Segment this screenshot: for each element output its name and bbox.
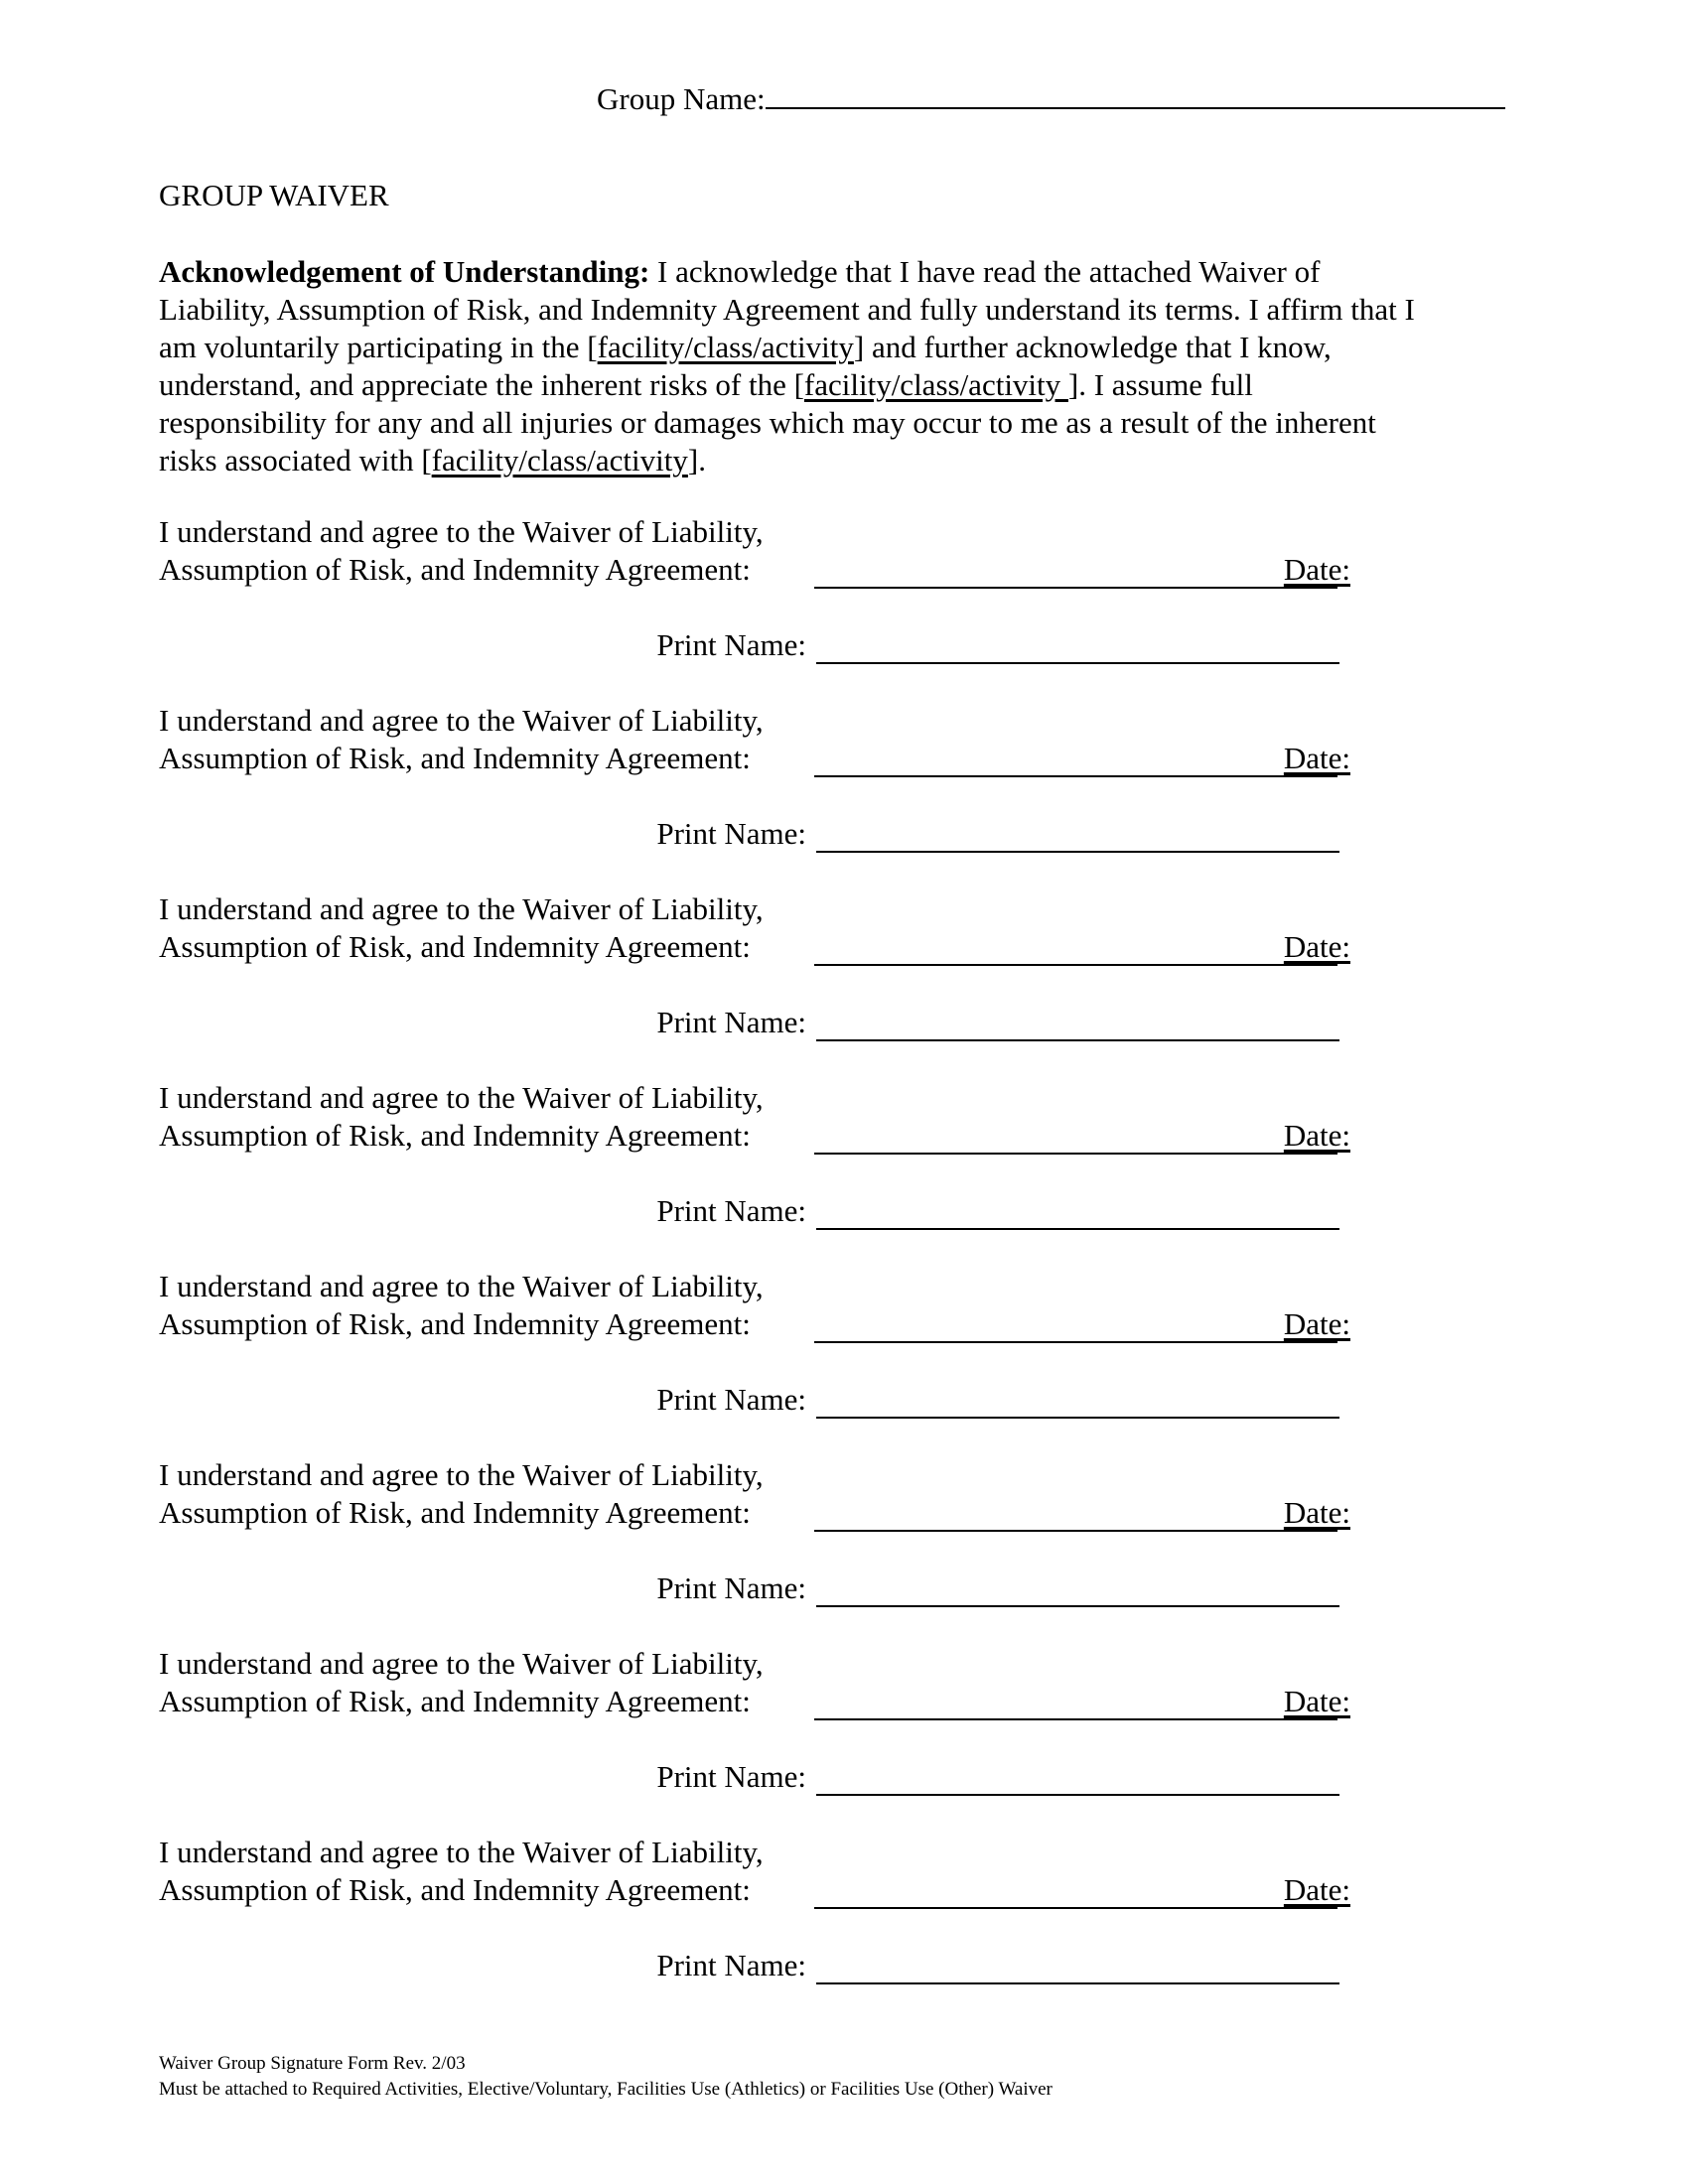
agreement-line-1: I understand and agree to the Waiver of Liability, <box>159 891 764 926</box>
signature-input-line[interactable] <box>814 740 1337 777</box>
paragraph-line-6 <box>159 442 1519 479</box>
print-name-label: Print Name: <box>656 1570 806 1605</box>
signature-input-line[interactable] <box>814 1683 1337 1720</box>
group-name-field <box>597 79 1505 118</box>
print-name-input-line[interactable] <box>816 1381 1339 1419</box>
activity-placeholder: facility/class/activity <box>597 330 854 364</box>
print-name-label: Print Name: <box>656 1948 806 1982</box>
signature-block <box>159 1268 1350 1456</box>
paragraph-line-1 <box>159 253 1519 291</box>
paragraph-line-2 <box>159 291 1519 329</box>
paragraph-text: responsibility for any and all injuries or damages which may occur to me as a result of the inherent <box>159 405 1376 440</box>
print-name-input-line[interactable] <box>816 626 1339 664</box>
date-label[interactable]: Date: <box>1283 741 1350 775</box>
signature-input-line[interactable] <box>814 1305 1337 1343</box>
paragraph-text: I acknowledge that I have read the attached Waiver of <box>649 254 1321 289</box>
paragraph-text: risks associated with [ <box>159 443 432 478</box>
date-label[interactable]: Date: <box>1283 1684 1350 1718</box>
agreement-line-1: I understand and agree to the Waiver of Liability, <box>159 703 764 738</box>
agreement-line-2: Assumption of Risk, and Indemnity Agreement: <box>159 1118 751 1153</box>
acknowledgement-heading: Acknowledgement of Understanding: <box>159 254 650 289</box>
signature-block <box>159 1079 1350 1268</box>
acknowledgement-paragraph <box>159 253 1519 479</box>
footer-attachment-note: Must be attached to Required Activities, Elective/Voluntary, Facilities Use (Athletics) or Facilities Use (Other) Waiver <box>159 2079 1053 2100</box>
date-label[interactable]: Date: <box>1283 1495 1350 1530</box>
signature-block <box>159 1834 1350 2022</box>
agreement-line-2: Assumption of Risk, and Indemnity Agreement: <box>159 552 751 587</box>
paragraph-text: understand, and appreciate the inherent risks of the [ <box>159 367 804 402</box>
paragraph-line-3 <box>159 329 1519 366</box>
paragraph-text: am voluntarily participating in the [ <box>159 330 598 364</box>
signature-input-line[interactable] <box>814 1117 1337 1155</box>
print-name-input-line[interactable] <box>816 1192 1339 1230</box>
agreement-line-1: I understand and agree to the Waiver of Liability, <box>159 514 764 549</box>
print-name-label: Print Name: <box>656 627 806 662</box>
signature-block <box>159 702 1350 890</box>
paragraph-line-5 <box>159 404 1519 442</box>
activity-placeholder: facility/class/activity <box>803 367 1068 402</box>
agreement-line-1: I understand and agree to the Waiver of Liability, <box>159 1835 764 1869</box>
signature-block <box>159 890 1350 1079</box>
agreement-line-2: Assumption of Risk, and Indemnity Agreement: <box>159 1495 751 1530</box>
page-title: GROUP WAIVER <box>159 178 389 212</box>
print-name-label: Print Name: <box>656 1005 806 1039</box>
print-name-label: Print Name: <box>656 1193 806 1228</box>
agreement-line-1: I understand and agree to the Waiver of Liability, <box>159 1646 764 1681</box>
paragraph-text: ]. <box>687 443 706 478</box>
agreement-line-1: I understand and agree to the Waiver of Liability, <box>159 1080 764 1115</box>
print-name-label: Print Name: <box>656 1759 806 1794</box>
paragraph-text: ] and further acknowledge that I know, <box>853 330 1332 364</box>
footer <box>159 2051 1053 2103</box>
agreement-line-2: Assumption of Risk, and Indemnity Agreement: <box>159 1872 751 1907</box>
group-name-label: Group Name: <box>597 81 766 116</box>
date-label[interactable]: Date: <box>1283 929 1350 964</box>
paragraph-line-4 <box>159 366 1519 404</box>
date-label[interactable]: Date: <box>1283 1872 1350 1907</box>
print-name-label: Print Name: <box>656 816 806 851</box>
print-name-label: Print Name: <box>656 1382 806 1417</box>
agreement-line-2: Assumption of Risk, and Indemnity Agreement: <box>159 1306 751 1341</box>
agreement-line-1: I understand and agree to the Waiver of Liability, <box>159 1269 764 1303</box>
paragraph-text: Liability, Assumption of Risk, and Indemnity Agreement and fully understand its terms. I affirm that I <box>159 292 1415 327</box>
signature-input-line[interactable] <box>814 1494 1337 1532</box>
agreement-line-1: I understand and agree to the Waiver of Liability, <box>159 1457 764 1492</box>
agreement-line-2: Assumption of Risk, and Indemnity Agreement: <box>159 1684 751 1718</box>
print-name-input-line[interactable] <box>816 1004 1339 1041</box>
print-name-input-line[interactable] <box>816 1570 1339 1607</box>
activity-placeholder: facility/class/activity <box>431 443 688 478</box>
signature-block <box>159 1456 1350 1645</box>
paragraph-text: ]. I assume full <box>1067 367 1253 402</box>
print-name-input-line[interactable] <box>816 815 1339 853</box>
date-label[interactable]: Date: <box>1283 1306 1350 1341</box>
signature-input-line[interactable] <box>814 1871 1337 1909</box>
signature-input-line[interactable] <box>814 928 1337 966</box>
group-name-input-line[interactable] <box>766 79 1505 109</box>
print-name-input-line[interactable] <box>816 1947 1339 1984</box>
footer-form-revision: Waiver Group Signature Form Rev. 2/03 <box>159 2053 466 2074</box>
signature-input-line[interactable] <box>814 551 1337 589</box>
print-name-input-line[interactable] <box>816 1758 1339 1796</box>
signature-block <box>159 1645 1350 1834</box>
signature-block <box>159 513 1350 702</box>
agreement-line-2: Assumption of Risk, and Indemnity Agreement: <box>159 741 751 775</box>
date-label[interactable]: Date: <box>1283 552 1350 587</box>
date-label[interactable]: Date: <box>1283 1118 1350 1153</box>
agreement-line-2: Assumption of Risk, and Indemnity Agreement: <box>159 929 751 964</box>
